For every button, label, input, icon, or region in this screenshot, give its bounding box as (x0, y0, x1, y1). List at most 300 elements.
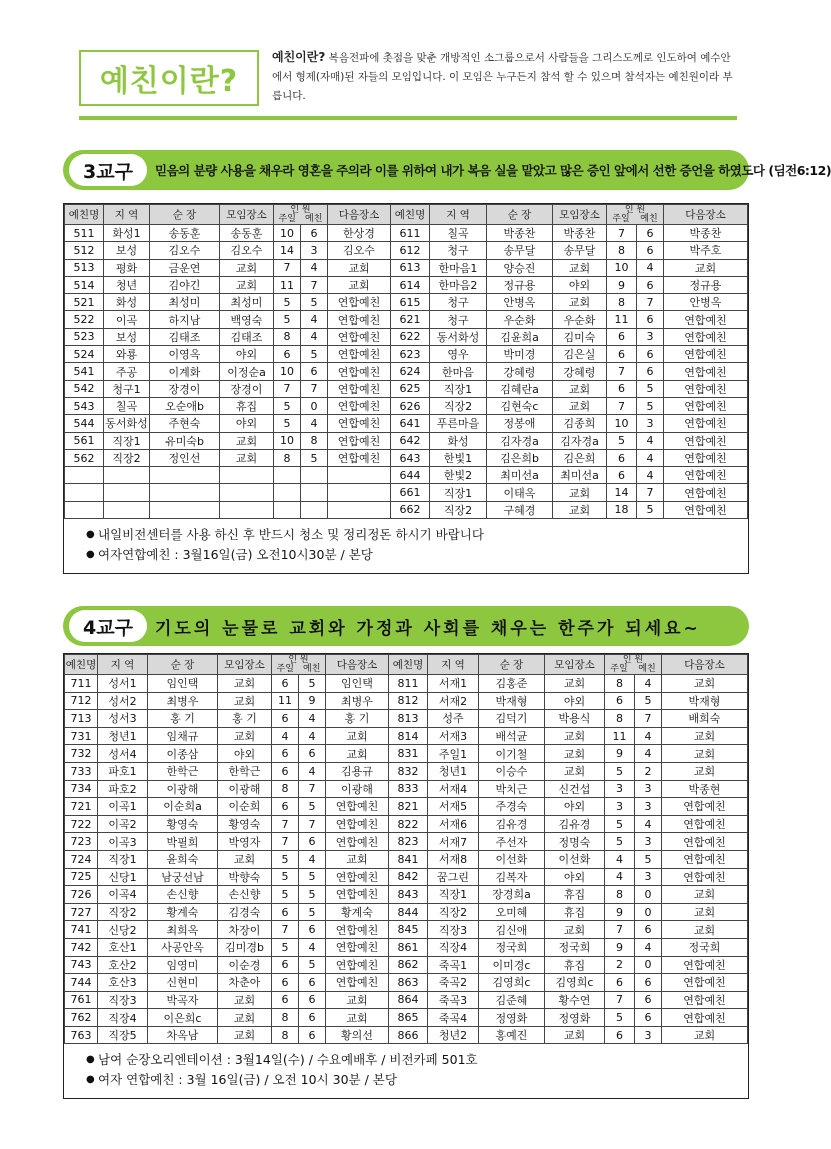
table-cell: 7 (637, 484, 664, 501)
table-cell: 이태옥 (487, 484, 553, 501)
table-cell: 박종찬 (664, 225, 748, 242)
table-cell: 연합예친 (662, 833, 748, 851)
table-cell: 교회 (662, 886, 748, 904)
intro-title: 예친이란? (272, 50, 326, 64)
table-cell: 4 (299, 850, 326, 868)
table-cell: 3 (637, 415, 664, 432)
table-cell: 박종현 (662, 780, 748, 798)
district3-banner-text: 믿음의 분량 사용을 채우라 영혼을 주의라 이를 위하여 내가 복음 실을 맡았고 많은 증인 앞에서 선한 증언을 하였도다 (딤전6:12) (155, 163, 831, 178)
table-cell: 최병우 (148, 692, 218, 710)
table-cell: 최성미 (220, 294, 274, 311)
table-cell: 3 (301, 242, 328, 259)
table-cell: 교회 (218, 675, 272, 693)
table-cell: 4 (272, 727, 299, 745)
table-cell: 이은희c (148, 1009, 218, 1027)
table-cell: 교회 (545, 675, 605, 693)
table-cell: 6 (299, 974, 326, 992)
table-cell: 연합예친 (664, 501, 748, 518)
table-cell: 서재4 (428, 780, 479, 798)
table-row (65, 242, 748, 259)
table-cell: 연합예친 (662, 850, 748, 868)
table-cell: 휴집 (545, 886, 605, 904)
table-cell: 김종희 (553, 415, 607, 432)
table-cell: 주공 (104, 363, 150, 380)
table-cell: 866 (389, 1026, 428, 1044)
table-cell: 541 (65, 363, 104, 380)
table-cell: 직장1 (98, 850, 148, 868)
table-cell: 청구 (430, 294, 487, 311)
table-cell: 박재형 (662, 692, 748, 710)
table-cell: 양승진 (487, 259, 553, 276)
col-venue: 모임장소 (218, 655, 272, 675)
table-cell: 841 (389, 850, 428, 868)
table-cell: 교회 (326, 727, 389, 745)
table-cell: 교회 (553, 501, 607, 518)
table-cell (150, 501, 220, 518)
table-cell: 연합예친 (662, 798, 748, 816)
table-cell: 6 (301, 363, 328, 380)
table-cell: 724 (65, 850, 98, 868)
table-cell: 711 (65, 675, 98, 693)
table-cell: 이순희a (148, 798, 218, 816)
table-cell: 정규용 (664, 276, 748, 293)
table-cell: 5 (301, 449, 328, 466)
table-row (65, 432, 748, 449)
table-cell: 연합예친 (664, 346, 748, 363)
table-cell: 543 (65, 397, 104, 414)
table-cell: 4 (637, 432, 664, 449)
col-venue: 모임장소 (553, 205, 607, 225)
table-cell: 이미경c (479, 956, 545, 974)
table-cell: 성서2 (98, 692, 148, 710)
table-cell: 842 (389, 868, 428, 886)
table-cell: 송무달 (487, 242, 553, 259)
table-cell: 8 (607, 242, 637, 259)
table-cell: 교회 (326, 991, 389, 1009)
table-cell: 812 (389, 692, 428, 710)
table-cell: 523 (65, 328, 104, 345)
col-region: 지 역 (98, 655, 148, 675)
table-cell: 4 (299, 762, 326, 780)
table-cell: 주선자 (479, 833, 545, 851)
table-cell: 김홍준 (479, 675, 545, 693)
table-cell: 안병옥 (664, 294, 748, 311)
col-next: 다음장소 (326, 655, 389, 675)
table-cell: 7 (274, 259, 301, 276)
table-cell: 4 (301, 328, 328, 345)
table-cell: 5 (607, 432, 637, 449)
table-row (65, 311, 748, 328)
table-cell: 박필희 (148, 833, 218, 851)
table-cell: 4 (299, 727, 326, 745)
table-cell: 641 (391, 415, 430, 432)
table-cell (328, 467, 391, 484)
table-cell: 연합예친 (328, 397, 391, 414)
table-cell: 야외 (220, 415, 274, 432)
table-cell: 8 (605, 675, 635, 693)
table-cell: 동서화성 (430, 328, 487, 345)
table-cell: 정봉애 (487, 415, 553, 432)
table-cell: 교회 (218, 850, 272, 868)
table-cell: 3 (635, 780, 662, 798)
table-row (65, 780, 748, 798)
table-cell: 화성1 (104, 225, 150, 242)
district4-table (64, 654, 748, 1044)
table-cell: 박치근 (479, 780, 545, 798)
table-cell: 644 (391, 467, 430, 484)
table-cell: 차옥남 (148, 1026, 218, 1044)
table-cell (104, 501, 150, 518)
table-cell: 4 (635, 815, 662, 833)
table-cell: 연합예친 (662, 974, 748, 992)
table-cell: 11 (607, 311, 637, 328)
table-cell: 18 (607, 501, 637, 518)
table-cell: 송동훈 (220, 225, 274, 242)
table-cell: 손신향 (218, 886, 272, 904)
table-cell: 파호1 (98, 762, 148, 780)
table-cell: 5 (605, 762, 635, 780)
table-cell: 교회 (662, 727, 748, 745)
table-cell: 844 (389, 903, 428, 921)
table-row (65, 484, 748, 501)
table-cell: 연합예친 (328, 328, 391, 345)
table-row (65, 956, 748, 974)
table-cell: 725 (65, 868, 98, 886)
table-cell: 14 (607, 484, 637, 501)
table-cell: 721 (65, 798, 98, 816)
table-cell: 6 (274, 346, 301, 363)
note-item: ● 내일비전센터를 사용 하신 후 반드시 청소 및 정리정돈 하시기 바랍니다 (86, 525, 748, 545)
table-cell: 4 (635, 727, 662, 745)
table-cell: 연합예친 (328, 449, 391, 466)
table-cell: 6 (272, 675, 299, 693)
table-cell: 연합예친 (662, 1009, 748, 1027)
table-cell: 6 (272, 710, 299, 728)
table-cell: 박곡자 (148, 991, 218, 1009)
table-cell: 홍 기 (326, 710, 389, 728)
table-cell: 강혜령 (487, 363, 553, 380)
table-cell: 직장5 (98, 1026, 148, 1044)
table-cell: 교회 (553, 380, 607, 397)
table-cell: 교회 (662, 762, 748, 780)
table-cell: 6 (637, 225, 664, 242)
table-row (65, 276, 748, 293)
table-cell: 연합예친 (326, 868, 389, 886)
district4-section (63, 653, 749, 1099)
table-cell: 한학근 (218, 762, 272, 780)
table-cell: 6 (637, 363, 664, 380)
table-cell: 7 (301, 276, 328, 293)
table-cell: 813 (389, 710, 428, 728)
table-cell: 0 (635, 903, 662, 921)
table-cell: 5 (299, 956, 326, 974)
table-cell: 박미경 (487, 346, 553, 363)
table-row (65, 850, 748, 868)
table-cell: 5 (301, 346, 328, 363)
table-row (65, 692, 748, 710)
table-row (65, 745, 748, 763)
col-attendance: 인 원 주일 예친 (272, 655, 326, 675)
district4-banner-text: 기도의 눈물로 교회와 가정과 사회를 채우는 한주가 되세요~ (155, 618, 701, 639)
table-cell: 교회 (220, 432, 274, 449)
table-cell: 0 (301, 397, 328, 414)
table-cell: 643 (391, 449, 430, 466)
table-cell: 5 (605, 833, 635, 851)
table-cell: 정국희 (545, 938, 605, 956)
table-row (65, 259, 748, 276)
table-cell: 화성 (430, 432, 487, 449)
table-cell: 직장2 (430, 501, 487, 518)
table-cell: 황계숙 (326, 903, 389, 921)
table-cell: 6 (299, 1026, 326, 1044)
table-cell: 황수연 (545, 991, 605, 1009)
table-cell: 교회 (662, 921, 748, 939)
table-cell: 김현숙c (487, 397, 553, 414)
table-cell: 6 (272, 903, 299, 921)
table-cell: 7 (272, 815, 299, 833)
table-cell: 4 (301, 311, 328, 328)
table-cell: 763 (65, 1026, 98, 1044)
table-cell: 정인선 (150, 449, 220, 466)
table-cell: 연합예친 (662, 956, 748, 974)
table-cell: 청구 (430, 311, 487, 328)
table-cell: 한마음 (430, 363, 487, 380)
table-cell: 연합예친 (328, 294, 391, 311)
table-cell: 김혜란a (487, 380, 553, 397)
table-cell: 611 (391, 225, 430, 242)
table-cell: 화성 (104, 294, 150, 311)
table-cell: 김복자 (479, 868, 545, 886)
table-cell: 차장이 (218, 921, 272, 939)
table-cell: 5 (637, 380, 664, 397)
table-cell: 야외 (545, 868, 605, 886)
table-cell: 이정순a (220, 363, 274, 380)
col-region: 지 역 (104, 205, 150, 225)
intro-body: 복음전파에 촛점을 맞춘 개방적인 소그룹으로서 사람들을 그리스도께로 인도하여 예수안에서 형제(자매)된 자들의 모임입니다. 이 모임은 누구든지 참석 할 수 있으며 참석자는 예친원이라 부릅니다. (272, 52, 733, 102)
table-row (65, 1026, 748, 1044)
table-cell: 723 (65, 833, 98, 851)
table-cell: 7 (607, 363, 637, 380)
table-cell: 배희숙 (662, 710, 748, 728)
table-cell: 712 (65, 692, 98, 710)
table-cell: 5 (274, 311, 301, 328)
table-cell: 4 (637, 259, 664, 276)
table-cell: 5 (637, 501, 664, 518)
table-cell: 10 (274, 432, 301, 449)
table-cell: 연합예친 (328, 363, 391, 380)
table-cell: 연합예친 (326, 956, 389, 974)
table-cell: 6 (637, 311, 664, 328)
table-cell: 교회 (545, 762, 605, 780)
col-next: 다음장소 (328, 205, 391, 225)
table-cell: 5 (605, 1009, 635, 1027)
table-cell: 우순화 (553, 311, 607, 328)
table-cell: 김영희c (479, 974, 545, 992)
table-cell: 임인택 (326, 675, 389, 693)
table-cell: 11 (605, 727, 635, 745)
table-row (65, 1009, 748, 1027)
district3-table (64, 204, 748, 519)
table-cell: 연합예친 (664, 380, 748, 397)
table-cell: 최희옥 (148, 921, 218, 939)
table-cell: 727 (65, 903, 98, 921)
table-cell: 625 (391, 380, 430, 397)
table-cell: 박용식 (545, 710, 605, 728)
table-cell: 0 (635, 956, 662, 974)
table-cell: 726 (65, 886, 98, 904)
table-cell: 교회 (545, 727, 605, 745)
table-cell: 522 (65, 311, 104, 328)
table-cell: 김경숙 (218, 903, 272, 921)
table-cell: 7 (607, 397, 637, 414)
table-cell: 직장1 (428, 886, 479, 904)
table-cell: 8 (272, 780, 299, 798)
table-cell: 이순경 (218, 956, 272, 974)
table-cell: 교회 (545, 745, 605, 763)
table-cell: 4 (299, 710, 326, 728)
table-cell: 청년 (104, 276, 150, 293)
table-cell: 821 (389, 798, 428, 816)
table-cell: 연합예친 (326, 833, 389, 851)
table-cell: 9 (605, 903, 635, 921)
table-cell: 김윤희a (487, 328, 553, 345)
district4-banner (63, 606, 749, 646)
table-cell: 612 (391, 242, 430, 259)
table-cell: 사공안옥 (148, 938, 218, 956)
table-cell (301, 501, 328, 518)
table-cell: 주일1 (428, 745, 479, 763)
table-cell: 청년1 (98, 727, 148, 745)
table-cell: 561 (65, 432, 104, 449)
table-cell: 교회 (220, 449, 274, 466)
table-cell: 교회 (553, 294, 607, 311)
table-cell: 호산1 (98, 938, 148, 956)
table-cell: 4 (635, 938, 662, 956)
table-cell: 624 (391, 363, 430, 380)
table-cell: 최병우 (326, 692, 389, 710)
table-cell: 3 (605, 798, 635, 816)
table-cell (150, 484, 220, 501)
table-cell: 0 (635, 886, 662, 904)
table-cell: 8 (272, 1026, 299, 1044)
table-cell: 863 (389, 974, 428, 992)
district3-banner (63, 150, 831, 190)
table-cell: 14 (274, 242, 301, 259)
table-cell: 강혜령 (553, 363, 607, 380)
table-cell: 윤희숙 (148, 850, 218, 868)
table-cell: 김용규 (326, 762, 389, 780)
table-cell: 9 (605, 745, 635, 763)
table-cell: 김야긴 (150, 276, 220, 293)
col-yechin: 예친명 (65, 655, 98, 675)
table-cell: 6 (607, 328, 637, 345)
table-cell: 한마음2 (430, 276, 487, 293)
table-cell: 서재2 (428, 692, 479, 710)
table-cell: 8 (274, 328, 301, 345)
table-cell: 교회 (662, 745, 748, 763)
table-cell: 성서4 (98, 745, 148, 763)
table-cell: 오순애b (150, 397, 220, 414)
table-cell: 742 (65, 938, 98, 956)
table-cell (328, 484, 391, 501)
table-cell: 김오수 (150, 242, 220, 259)
table-cell: 성주 (428, 710, 479, 728)
table-cell: 이선화 (479, 850, 545, 868)
table-cell: 7 (272, 833, 299, 851)
table-cell: 562 (65, 449, 104, 466)
col-venue: 모임장소 (545, 655, 605, 675)
table-cell: 직장4 (428, 938, 479, 956)
table-cell: 이곡 (104, 311, 150, 328)
table-cell (301, 484, 328, 501)
table-cell: 연합예친 (328, 311, 391, 328)
table-cell: 5 (299, 886, 326, 904)
table-cell: 박종찬 (553, 225, 607, 242)
table-cell: 544 (65, 415, 104, 432)
table-cell: 연합예친 (326, 815, 389, 833)
table-cell: 신현미 (148, 974, 218, 992)
table-cell (220, 501, 274, 518)
table-cell: 5 (272, 850, 299, 868)
table-cell: 교회 (220, 276, 274, 293)
table-cell: 안병옥 (487, 294, 553, 311)
table-cell: 761 (65, 991, 98, 1009)
table-cell: 연합예친 (326, 974, 389, 992)
table-cell: 연합예친 (664, 484, 748, 501)
table-cell: 이승수 (479, 762, 545, 780)
table-cell: 교회 (220, 259, 274, 276)
table-cell: 5 (272, 886, 299, 904)
table-cell: 6 (635, 974, 662, 992)
table-cell: 연합예친 (664, 328, 748, 345)
table-cell: 금운연 (150, 259, 220, 276)
table-cell: 죽곡3 (428, 991, 479, 1009)
table-cell: 서재5 (428, 798, 479, 816)
table-cell: 6 (299, 921, 326, 939)
table-cell: 4 (635, 745, 662, 763)
col-attendance: 인 원 주일 예친 (605, 655, 662, 675)
table-cell: 유미숙b (150, 432, 220, 449)
table-cell (65, 484, 104, 501)
table-cell: 교회 (328, 276, 391, 293)
table-cell: 6 (299, 833, 326, 851)
table-cell: 휴집 (545, 956, 605, 974)
note-item: ● 여자연합예친 : 3월16일(금) 오전10시30분 / 본당 (86, 545, 748, 565)
table-cell: 이종삼 (148, 745, 218, 763)
table-cell: 이영옥 (150, 346, 220, 363)
table-cell: 푸른마을 (430, 415, 487, 432)
table-cell: 오미혜 (479, 903, 545, 921)
table-cell: 8 (301, 432, 328, 449)
table-cell: 733 (65, 762, 98, 780)
table-cell: 6 (635, 921, 662, 939)
table-row (65, 328, 748, 345)
table-cell: 김태조 (220, 328, 274, 345)
table-cell: 4 (605, 868, 635, 886)
table-cell: 6 (635, 991, 662, 1009)
table-cell: 교회 (553, 259, 607, 276)
table-cell: 하지남 (150, 311, 220, 328)
table-cell: 524 (65, 346, 104, 363)
table-row (65, 467, 748, 484)
table-cell: 야외 (218, 745, 272, 763)
table-cell: 정영화 (479, 1009, 545, 1027)
note-item: ● 여자 연합예친 : 3월 16일(금) / 오전 10시 30분 / 본당 (86, 1070, 748, 1090)
table-cell (65, 501, 104, 518)
table-cell (328, 501, 391, 518)
district3-notes (64, 519, 748, 573)
table-cell: 연합예친 (664, 415, 748, 432)
